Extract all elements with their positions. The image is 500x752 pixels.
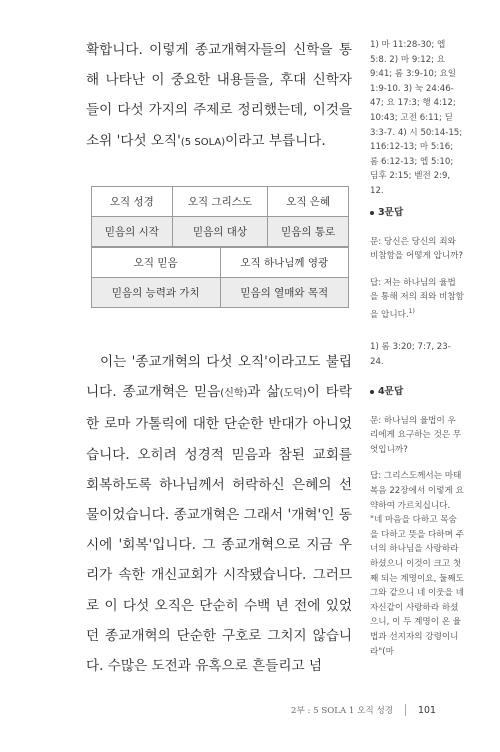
bullet-icon bbox=[370, 390, 374, 394]
sola-table-bottom bbox=[91, 247, 349, 308]
table-cell: 오직 하나님께 영광 bbox=[220, 248, 349, 278]
middle-paragraph bbox=[86, 347, 352, 681]
top-paragraph-text: 확합니다. 이렇게 종교개혁자들의 신학을 통해 나타난 이 중요한 내용들을, 후대 신학자들이 다섯 가지의 주제로 정리했는데, 이것을 소위 '다섯 오직' bbox=[86, 42, 352, 149]
sidebar-section-3 bbox=[370, 206, 464, 322]
section-4-answer: 답: 그리스도께서는 마태복음 22장에서 이렇게 요약하여 가르치십니다. "네 마음을 다하고 목숨을 다하고 뜻을 다하며 주 너의 하나님을 사랑하라 하셨으니 이것이 크고 첫째 되는 계명이요, 둘째도 그와 같으니 네 이웃을 네 자신같이 사랑하라 하셨으니, 이 두 계명이 온 율법과 선지자의 강령이니라"(마 bbox=[370, 471, 464, 657]
section-3-title-text: 3문답 bbox=[378, 207, 404, 218]
top-paragraph-small: (5 SOLA) bbox=[180, 136, 226, 148]
table-row bbox=[92, 217, 349, 247]
section-3-answer bbox=[370, 276, 464, 323]
table-row bbox=[92, 278, 349, 308]
sidebar-section-4 bbox=[370, 385, 464, 659]
sidebar-footnote-1 bbox=[370, 38, 464, 199]
table-cell: 오직 그리스도 bbox=[172, 187, 268, 217]
table-cell: 믿음의 능력과 가치 bbox=[92, 278, 221, 308]
table-cell: 오직 성경 bbox=[92, 187, 173, 217]
middle-small-2: (도덕) bbox=[279, 388, 307, 400]
page-number: 101 bbox=[418, 704, 436, 716]
section-3-answer-sup: 1) bbox=[408, 307, 415, 315]
table-cell: 오직 은혜 bbox=[268, 187, 349, 217]
table-cell: 믿음의 대상 bbox=[172, 217, 268, 247]
table-cell: 믿음의 열매와 목적 bbox=[220, 278, 349, 308]
top-paragraph bbox=[86, 35, 352, 158]
running-head: 2부 : 5 SOLA 1 오직 성경 bbox=[291, 706, 394, 716]
middle-text-3: 이 타락한 로마 가톨릭에 대한 단순한 반대가 아니었습니다. 오히려 성경적 믿음과 참된 교회를 회복하도록 하나님께서 허락하신 은혜의 선물이었습니다. 종교개혁은 그래서 '개혁'인 동시에 '회복'입니다. 그 종교개혁으로 지금 우리가 속한 개신교회가 시작됐습니다. 그러므로 이 다섯 오직은 단순히 수백 년 전에 있었던 종교개혁의 단순한 구호로 그치지 않습니다. 수많은 도전과 유혹으로 흔들리고 넘 bbox=[86, 384, 352, 675]
footnote-text: 1) 마 11:28-30; 엡 5:8. 2) 마 9:12; 요 9:41; 롬 3:9-10; 요일 1:9-10. 3) 눅 24:46-47; 요 17:3; 행 4:12; 10:43; 고전 6:11; 딛 3:3-7. 4) 시 50:14-15; 116:12-13; 마 5:16; 롬 6:12-13; 엡 5:10; 딤후 2:15; 벧전 2:9, 12. bbox=[370, 40, 463, 196]
bullet-icon bbox=[370, 211, 374, 215]
page-footer bbox=[291, 702, 461, 718]
table-cell: 믿음의 시작 bbox=[92, 217, 173, 247]
section-4-question: 문: 하나님의 율법이 우리에게 요구하는 것은 무엇입니까? bbox=[370, 415, 462, 455]
middle-text-1: 이는 '종교개혁의 다섯 오직'이라고도 불립니다. 종교개혁은 믿음 bbox=[86, 354, 352, 401]
middle-small-1: (신학) bbox=[220, 388, 248, 400]
table-row bbox=[92, 187, 349, 217]
top-paragraph-end: 이라고 부릅니다. bbox=[225, 132, 326, 149]
section-4-title bbox=[370, 385, 464, 400]
footnote-text: 1) 롬 3:20; 7:7, 23-24. bbox=[370, 342, 451, 367]
sidebar-footnote-2 bbox=[370, 340, 464, 369]
middle-text-2: 과 삶 bbox=[247, 384, 280, 401]
sola-table-top bbox=[91, 186, 349, 247]
table-cell: 오직 믿음 bbox=[92, 248, 221, 278]
section-3-question: 문: 당신은 당신의 죄와 비참함을 어떻게 압니까? bbox=[370, 236, 464, 262]
table-cell: 믿음의 통로 bbox=[268, 217, 349, 247]
section-3-answer-text: 답: 저는 하나님의 율법을 통해 저의 죄와 비참함을 압니다. bbox=[370, 277, 464, 320]
table-row bbox=[92, 248, 349, 278]
section-4-title-text: 4문답 bbox=[378, 386, 404, 397]
section-3-title bbox=[370, 206, 464, 221]
footer-divider bbox=[405, 704, 406, 716]
